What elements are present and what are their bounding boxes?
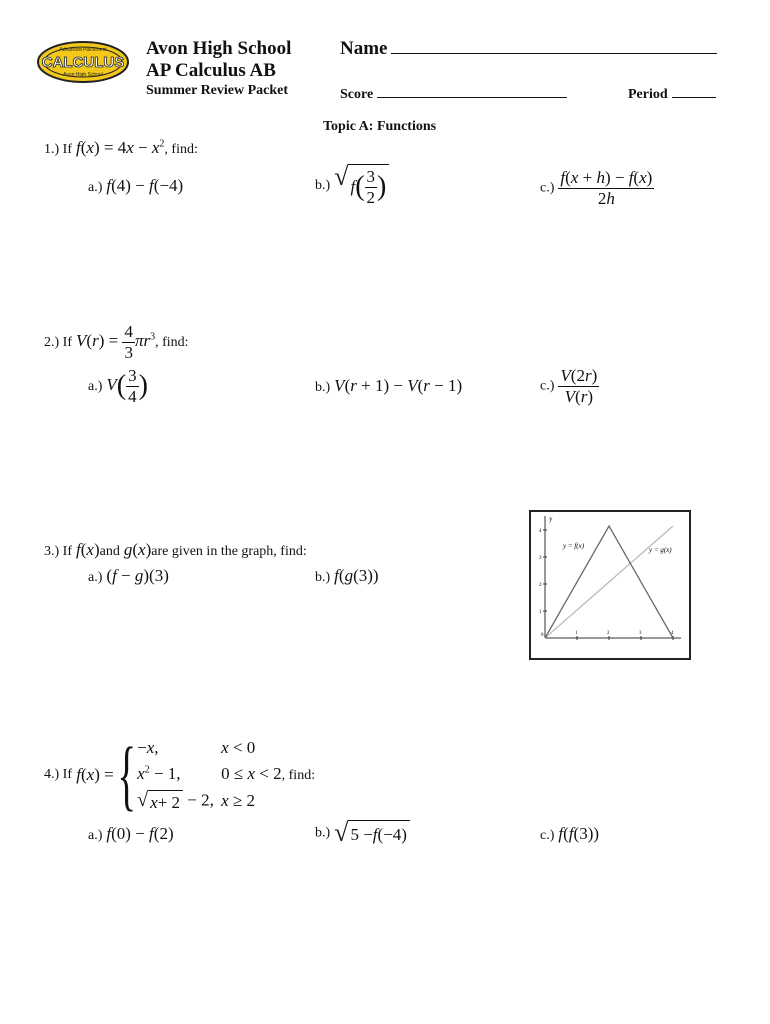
q4-suffix: , find: bbox=[281, 767, 316, 783]
calculus-logo bbox=[36, 40, 130, 84]
logo-main-text: CALCULUS bbox=[41, 54, 125, 71]
q4-prefix: 4.) If bbox=[44, 767, 72, 782]
svg-text:1: 1 bbox=[539, 610, 542, 615]
school-name: Avon High School bbox=[146, 38, 292, 59]
q4-part-b: b.) √ 5 − f (−4) bbox=[315, 820, 410, 846]
svg-text:1: 1 bbox=[575, 631, 578, 636]
q2-prefix: 2.) If bbox=[44, 334, 72, 350]
q3-statement: 3.) If f(x)and g(x)are given in the graph, find: bbox=[44, 540, 307, 559]
packet-title: Summer Review Packet bbox=[146, 83, 289, 98]
period-field[interactable] bbox=[628, 83, 716, 103]
q2-part-c: c.) $\frac{V(2r)}{V(r)}$ bbox=[540, 366, 598, 406]
function-graph bbox=[529, 510, 691, 660]
y-tick-2 bbox=[539, 583, 547, 588]
q4-part-a: a.) f(0) − f(2) bbox=[88, 824, 174, 843]
q1-prefix: 1.) If bbox=[44, 142, 72, 157]
svg-text:4: 4 bbox=[671, 631, 674, 636]
g-label: y = g(x) bbox=[649, 546, 672, 554]
score-label: Score bbox=[340, 87, 374, 102]
x-tick-2 bbox=[607, 631, 610, 640]
topic-heading: Topic A: Functions bbox=[323, 119, 437, 134]
x-tick-1 bbox=[575, 631, 578, 640]
svg-text:4: 4 bbox=[539, 529, 542, 534]
logo-top-text: Advanced Placement bbox=[59, 47, 107, 53]
q1-part-c: c.) $\frac{f(x + h) - f(x)}{2h}$ bbox=[540, 168, 653, 208]
name-field[interactable] bbox=[340, 38, 717, 60]
svg-text:2: 2 bbox=[607, 631, 610, 636]
q3-part-a: a.) (f − g)(3) bbox=[88, 566, 169, 585]
name-line[interactable] bbox=[391, 39, 717, 54]
svg-text:3: 3 bbox=[639, 631, 642, 636]
q3-part-b: b.) f(g(3)) bbox=[315, 566, 379, 585]
period-line[interactable] bbox=[672, 83, 716, 98]
name-label: Name bbox=[340, 38, 388, 59]
q1-statement: 1.) If $f(x) = 4x - x^2$, find: bbox=[44, 138, 198, 157]
svg-text:3: 3 bbox=[539, 556, 542, 561]
q2-statement: 2.) If V(r) = $\frac{4}{3}$ $\pi r^3$, find: bbox=[44, 322, 189, 362]
svg-text:2: 2 bbox=[539, 583, 542, 588]
q3-suffix: are given in the graph, find: bbox=[151, 544, 307, 559]
course-name: AP Calculus AB bbox=[146, 60, 276, 81]
x-tick-0 bbox=[541, 633, 544, 638]
q4-statement: 4.) If f(x) = { −x, x < 0 $x^2 - 1$, 0 ≤ x < 2, find: √ x + 2 − 2, x ≥ 2 bbox=[44, 731, 316, 818]
q2-suffix: , find: bbox=[155, 334, 189, 350]
f-label: y = f(x) bbox=[563, 542, 585, 550]
q4-part-c: c.) f(f(3)) bbox=[540, 824, 600, 843]
logo-bottom-text: Avon High School bbox=[63, 72, 103, 78]
x-tick-3 bbox=[639, 631, 642, 640]
y-tick-4 bbox=[539, 529, 547, 534]
y-axis-label: y bbox=[549, 515, 553, 523]
y-tick-3 bbox=[539, 556, 547, 561]
score-line[interactable] bbox=[377, 83, 567, 98]
period-label: Period bbox=[628, 87, 668, 102]
q2-part-a: a.) V( $\frac{3}{4}$ ) bbox=[88, 366, 148, 406]
svg-text:0: 0 bbox=[541, 633, 544, 638]
q2-part-b: b.) V(r + 1) − V(r − 1) bbox=[315, 376, 463, 395]
q1-part-a: a.) f(4) − f(−4) bbox=[88, 176, 184, 195]
q3-prefix: 3.) If bbox=[44, 544, 72, 559]
q1-suffix: , find: bbox=[164, 142, 198, 157]
q1-part-b: b.) √ f ( $\frac{3}{2}$ ) bbox=[315, 164, 389, 207]
score-field[interactable] bbox=[340, 83, 567, 103]
y-tick-1 bbox=[539, 610, 547, 615]
